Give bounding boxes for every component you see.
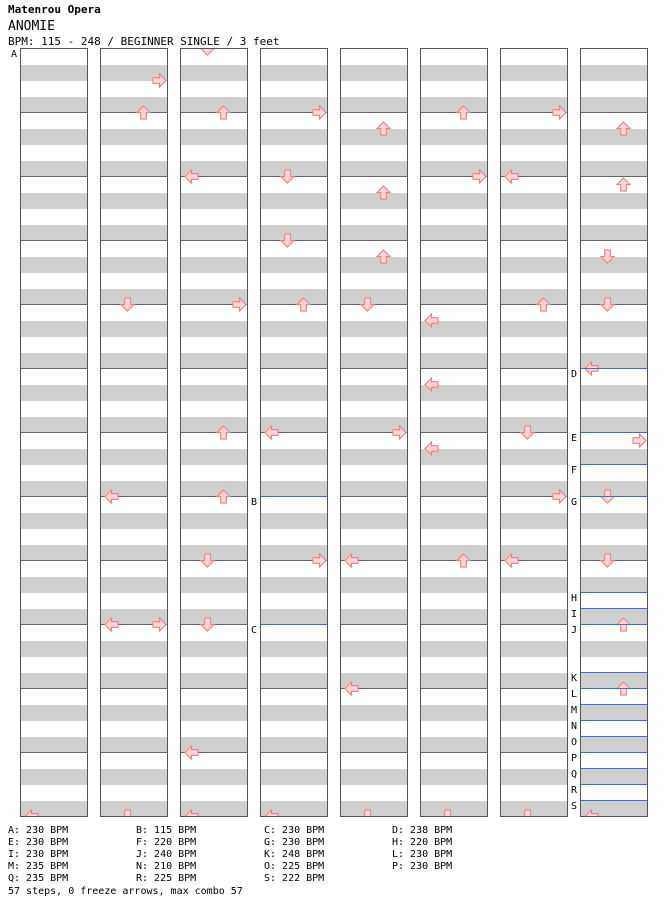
bpm-change-line [581,752,647,753]
down-arrow-icon [120,297,135,312]
up-arrow-icon [216,489,231,504]
down-arrow-icon [600,249,615,264]
bpm-change-line [581,608,647,609]
bpm-change-line [581,720,647,721]
measure-line [101,752,167,753]
down-arrow-icon [200,48,215,56]
measure-line [421,432,487,433]
left-arrow-icon [264,809,279,817]
measure-line [421,112,487,113]
bpm-change-line [581,624,647,625]
bpm-legend-entry: L: 230 BPM [392,849,453,860]
measure-line [101,432,167,433]
chart-column [580,48,648,817]
bpm-legend-entry: O: 225 BPM [264,861,325,872]
bpm-legend-entry: E: 230 BPM [8,837,69,848]
measure-line [341,176,407,177]
down-arrow-icon [280,233,295,248]
measure-line [181,432,247,433]
up-arrow-icon [456,105,471,120]
left-arrow-icon [424,313,439,328]
bpm-legend-entry: N: 210 BPM [136,861,197,872]
measure-line [101,176,167,177]
down-arrow-icon [280,169,295,184]
measure-line [341,496,407,497]
bpm-marker-label: I [571,609,578,620]
chart-column [260,48,328,817]
measure-line [101,368,167,369]
bpm-marker-label: J [571,625,578,636]
down-arrow-icon [520,809,535,817]
chart-summary: 57 steps, 0 freeze arrows, max combo 57 [8,886,243,897]
measure-line [421,240,487,241]
bpm-legend-entry: C: 230 BPM [264,825,325,836]
chart-column [500,48,568,817]
up-arrow-icon [616,121,631,136]
bpm-change-line [581,768,647,769]
measure-line [21,496,87,497]
down-arrow-icon [200,617,215,632]
bpm-marker-label: G [571,497,578,508]
bpm-marker-label: D [571,369,578,380]
up-arrow-icon [136,105,151,120]
up-arrow-icon [216,425,231,440]
bpm-marker-label: A [11,49,18,60]
bpm-marker-label: M [571,705,578,716]
measure-line [421,688,487,689]
up-arrow-icon [296,297,311,312]
bpm-marker-label: H [571,593,578,604]
measure-line [421,560,487,561]
right-arrow-icon [152,73,167,88]
bpm-legend-entry: D: 238 BPM [392,825,453,836]
bpm-legend-entry: G: 230 BPM [264,837,325,848]
bpm-change-line [261,624,327,625]
left-arrow-icon [104,489,119,504]
measure-line [21,176,87,177]
measure-line [341,368,407,369]
measure-line [101,560,167,561]
measure-line [501,688,567,689]
measure-line [421,496,487,497]
down-arrow-icon [120,809,135,817]
measure-line [181,368,247,369]
right-arrow-icon [552,489,567,504]
bpm-legend-entry: K: 248 BPM [264,849,325,860]
down-arrow-icon [360,809,375,817]
bpm-change-line [581,704,647,705]
down-arrow-icon [600,553,615,568]
measure-line [421,368,487,369]
measure-line [101,240,167,241]
up-arrow-icon [536,297,551,312]
bpm-marker-label: Q [571,769,578,780]
bpm-legend-entry: J: 240 BPM [136,849,197,860]
bpm-marker-label: S [571,801,578,812]
bpm-marker-label: F [571,465,578,476]
left-arrow-icon [424,441,439,456]
measure-line [581,112,647,113]
measure-line [261,304,327,305]
bpm-marker-label: O [571,737,578,748]
bpm-change-line [581,496,647,497]
measure-line [181,240,247,241]
bpm-marker-label: K [571,673,578,684]
up-arrow-icon [616,177,631,192]
down-arrow-icon [600,297,615,312]
bpm-change-line [581,368,647,369]
bpm-change-line [581,464,647,465]
left-arrow-icon [344,681,359,696]
measure-line [181,496,247,497]
chart-column [420,48,488,817]
up-arrow-icon [376,185,391,200]
down-arrow-icon [440,809,455,817]
right-arrow-icon [312,105,327,120]
right-arrow-icon [152,617,167,632]
measure-line [21,688,87,689]
measure-line [21,240,87,241]
left-arrow-icon [104,617,119,632]
left-arrow-icon [344,553,359,568]
bpm-change-line [581,784,647,785]
measure-line [501,752,567,753]
measure-line [21,752,87,753]
bpm-marker-label: E [571,433,578,444]
bpm-change-line [581,688,647,689]
right-arrow-icon [312,553,327,568]
measure-line [101,688,167,689]
chart-column [20,48,88,817]
measure-line [341,624,407,625]
chart-column [180,48,248,817]
left-arrow-icon [184,809,199,817]
bpm-change-line [581,672,647,673]
left-arrow-icon [264,425,279,440]
measure-line [21,560,87,561]
bpm-change-line [261,496,327,497]
measure-line [21,432,87,433]
right-arrow-icon [472,169,487,184]
measure-line [581,240,647,241]
measure-line [581,176,647,177]
measure-line [501,304,567,305]
measure-line [261,688,327,689]
left-arrow-icon [504,553,519,568]
left-arrow-icon [24,809,39,817]
up-arrow-icon [456,553,471,568]
bpm-legend-entry: Q: 235 BPM [8,873,69,884]
bpm-legend-entry: F: 220 BPM [136,837,197,848]
chart-column [340,48,408,817]
left-arrow-icon [584,809,599,817]
measure-line [101,112,167,113]
measure-line [341,752,407,753]
bpm-legend-entry: I: 230 BPM [8,849,69,860]
bpm-change-line [581,592,647,593]
bpm-marker-label: C [251,625,258,636]
chart-column [100,48,168,817]
measure-line [181,112,247,113]
measure-line [21,624,87,625]
bpm-legend-entry: H: 220 BPM [392,837,453,848]
bpm-change-line [581,800,647,801]
up-arrow-icon [376,249,391,264]
bpm-legend-entry: R: 225 BPM [136,873,197,884]
bpm-marker-label: B [251,497,258,508]
up-arrow-icon [376,121,391,136]
measure-line [341,112,407,113]
bpm-marker-label: N [571,721,578,732]
bpm-legend-entry: B: 115 BPM [136,825,197,836]
left-arrow-icon [184,745,199,760]
song-artist: Matenrou Opera [8,3,101,16]
song-title: ANOMIE [8,19,55,34]
measure-line [421,624,487,625]
bpm-marker-label: R [571,785,578,796]
measure-line [501,240,567,241]
bpm-legend-entry: P: 230 BPM [392,861,453,872]
measure-line [181,688,247,689]
right-arrow-icon [632,433,647,448]
measure-line [421,304,487,305]
bpm-marker-label: P [571,753,578,764]
right-arrow-icon [392,425,407,440]
measure-line [21,304,87,305]
up-arrow-icon [216,105,231,120]
left-arrow-icon [504,169,519,184]
song-info: BPM: 115 - 248 / BEGINNER SINGLE / 3 feet [8,35,280,48]
bpm-marker-label: L [571,689,578,700]
measure-line [261,368,327,369]
measure-line [501,368,567,369]
bpm-change-line [21,48,87,49]
down-arrow-icon [200,553,215,568]
right-arrow-icon [552,105,567,120]
bpm-change-line [581,736,647,737]
measure-line [21,368,87,369]
measure-line [261,752,327,753]
bpm-legend-entry: A: 230 BPM [8,825,69,836]
measure-line [21,112,87,113]
bpm-legend-entry: M: 235 BPM [8,861,69,872]
measure-line [421,752,487,753]
bpm-change-line [581,432,647,433]
measure-line [501,624,567,625]
right-arrow-icon [232,297,247,312]
left-arrow-icon [424,377,439,392]
measure-line [341,240,407,241]
bpm-legend-entry: S: 222 BPM [264,873,325,884]
left-arrow-icon [184,169,199,184]
down-arrow-icon [520,425,535,440]
down-arrow-icon [360,297,375,312]
